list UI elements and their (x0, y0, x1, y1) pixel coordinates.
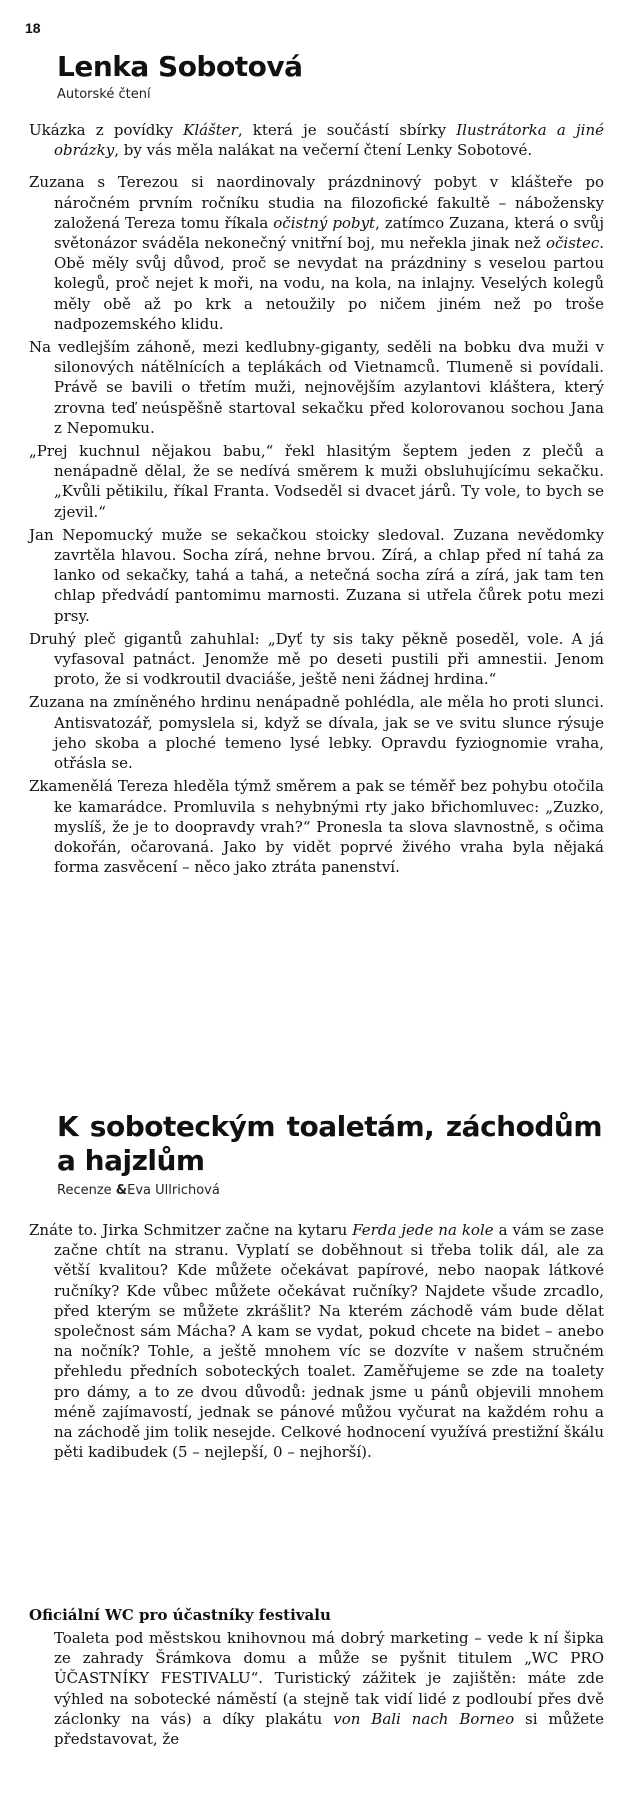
section-heading: Oficiální WC pro účastníky festivalu (29, 1606, 331, 1624)
italic-title: očistec (545, 234, 600, 253)
italic-title: Ferda jede na kole (352, 1221, 494, 1239)
review-paragraph: Znáte to. Jirka Schmitzer začne na kytaru Ferda jede na kole a vám se zase začne chtít na stranu. Vyplatí se doběhnout si třeba tolik dál, ale za větší kvalitou? Kde můžete očekávat papírové, nebo naopak látkové ručníky? Kde vůbec můžete očekávat ručníky? Najdete všude zrcadlo, před kterým se můžete zkrášlit? Na kterém záchodě vám bude dělat společnost sám Mácha? A kam se vydat, pokud chcete na bidet – anebo na nočník? Tohle, a ještě mnohem víc se dozvíte v našem stručném přehledu předních soboteckých toalet. Zaměřujeme se zde na toalety pro dámy, a to ze dvou důvodů: jednak jsme u pánů objevili mnohem méně zajímavostí, jednak se pánové můžou vyčurat na každém rohu a na záchodě jim tolik nesejde. Celkové hodnocení využívá prestižní škálu pěti kadibudek (5 – nejlepší, 0 – nejhorší). (29, 1221, 604, 1462)
italic-title: Ilustrátorka a jiné obrázky (54, 121, 604, 160)
subtitle-category: Recenze (57, 1183, 116, 1198)
section-paragraph: Toaleta pod městskou knihovnou má dobrý marketing – vede k ní šipka ze zahrady Šrámkova domu a může se pyšnit titulem „WC PRO ÚČASTNÍKY FESTIVALU“. Turistický zážitek je zajištěn: máte zde výhled na sobotecké náměstí (a stejně tak vidí lidé z podloubí přes dvě záclonky na vás) a díky plakátu von Bali nach Borneo si můžete představovat, že (54, 1629, 604, 1749)
article-body (29, 120, 604, 880)
article-title: Lenka Sobotová (57, 50, 303, 83)
section-body (29, 1628, 604, 1752)
italic-title: Klášter (183, 121, 238, 139)
italic-title: očistný pobyt (273, 213, 376, 232)
intro-paragraph: Ukázka z povídky Klášter, která je součástí sbírky Ilustrátorka a jiné obrázky, by vás měla nalákat na večerní čtení Lenky Sobotové. (29, 121, 604, 160)
story-paragraph: Druhý pleč gigantů zahuhlal: „Dyť ty sis taky pěkně poseděl, vole. A já vyfasoval patnáct. Jenomže mě po deseti pustili při amnestii. Jenom proto, že si vodkroutil dvaciáše, ještě neni žádnej hrdina.“ (29, 629, 604, 689)
story-paragraph: Jan Nepomucký muže se sekačkou stoicky sledoval. Zuzana nevědomky zavrtěla hlavou. Socha zírá, nehne brvou. Zírá, a chlap před ní tahá za lanko od sekačky, tahá a tahá, a netečná socha zírá a zírá, jak tam ten chlap předvádí pantomimu marnosti. Zuzana si utřela čůrek potu mezi prsy. (29, 525, 604, 625)
article-subtitle (57, 1183, 220, 1198)
subtitle-author: Eva Ullrichová (127, 1183, 220, 1198)
article-title: K soboteckým toaletám, záchodům a hajzlům (57, 1110, 602, 1177)
italic-title: von Bali nach Borneo (333, 1709, 515, 1728)
story-paragraph: Zuzana s Terezou si naordinovaly prázdninový pobyt v klášteře po náročném prvním ročníku studia na filozofické fakultě – nábožensky založená Tereza tomu říkala očistný pobyt, zatímco Zuzana, která o svůj světonázor sváděla nekonečný vnitřní boj, mu neřekla jinak než očistec. Obě měly svůj důvod, proč se nevydat na prázdniny s veselou partou kolegů, proč nejet k moři, na vodu, na kola, na inlajny. Veselých kolegů měly obě až po krk a netoužily po ničem jiném než po troše nadpozemského klidu. (29, 173, 604, 333)
story-paragraph: Zuzana na zmíněného hrdinu nenápadně pohlédla, ale měla ho proti slunci. Antisvatozář, pomyslela si, když se dívala, jak se ve svitu slunce rýsuje jeho skoba a ploché temeno lysé lebky. Opravdu fyziognomie vraha, otřásla se. (29, 693, 604, 773)
review-body (29, 1220, 604, 1465)
story-paragraph: Na vedlejším záhoně, mezi kedlubny-giganty, seděli na bobku dva muži v silonových nátělnících a teplákách od Vietnamců. Tlumeně si povídali. Právě se bavili o třetím muži, nejnovějším azylantovi kláštera, který zrovna teď neúspěšně startoval sekačku před kolorovanou sochou Jana z Nepomuku. (29, 338, 604, 437)
page-number: 18 (25, 20, 41, 36)
subtitle-ampersand: & (115, 1183, 128, 1198)
article-subtitle: Autorské čtení (57, 87, 151, 102)
story-paragraph: Zkamenělá Tereza hleděla týmž směrem a pak se téměř bez pohybu otočila ke kamarádce. Promluvila s nehybnými rty jako břichomluvec: „Zuzko, myslíš, že je to doopravdy vrah?“ Pronesla ta slova slavnostně, s očima dokořán, očarovaná. Jako by vidět poprvé živého vraha byla nějaká forma zasvěcení – něco jako ztráta panenství. (29, 777, 604, 877)
story-paragraph: „Prej kuchnul nějakou babu,“ řekl hlasitým šeptem jeden z plečů a nenápadně dělal, že se nedívá směrem k muži obsluhujícímu sekačku. „Kvůli pětikilu, říkal Franta. Vodseděl si dvacet járů. Ty vole, to bych se zjevil.“ (29, 442, 604, 521)
